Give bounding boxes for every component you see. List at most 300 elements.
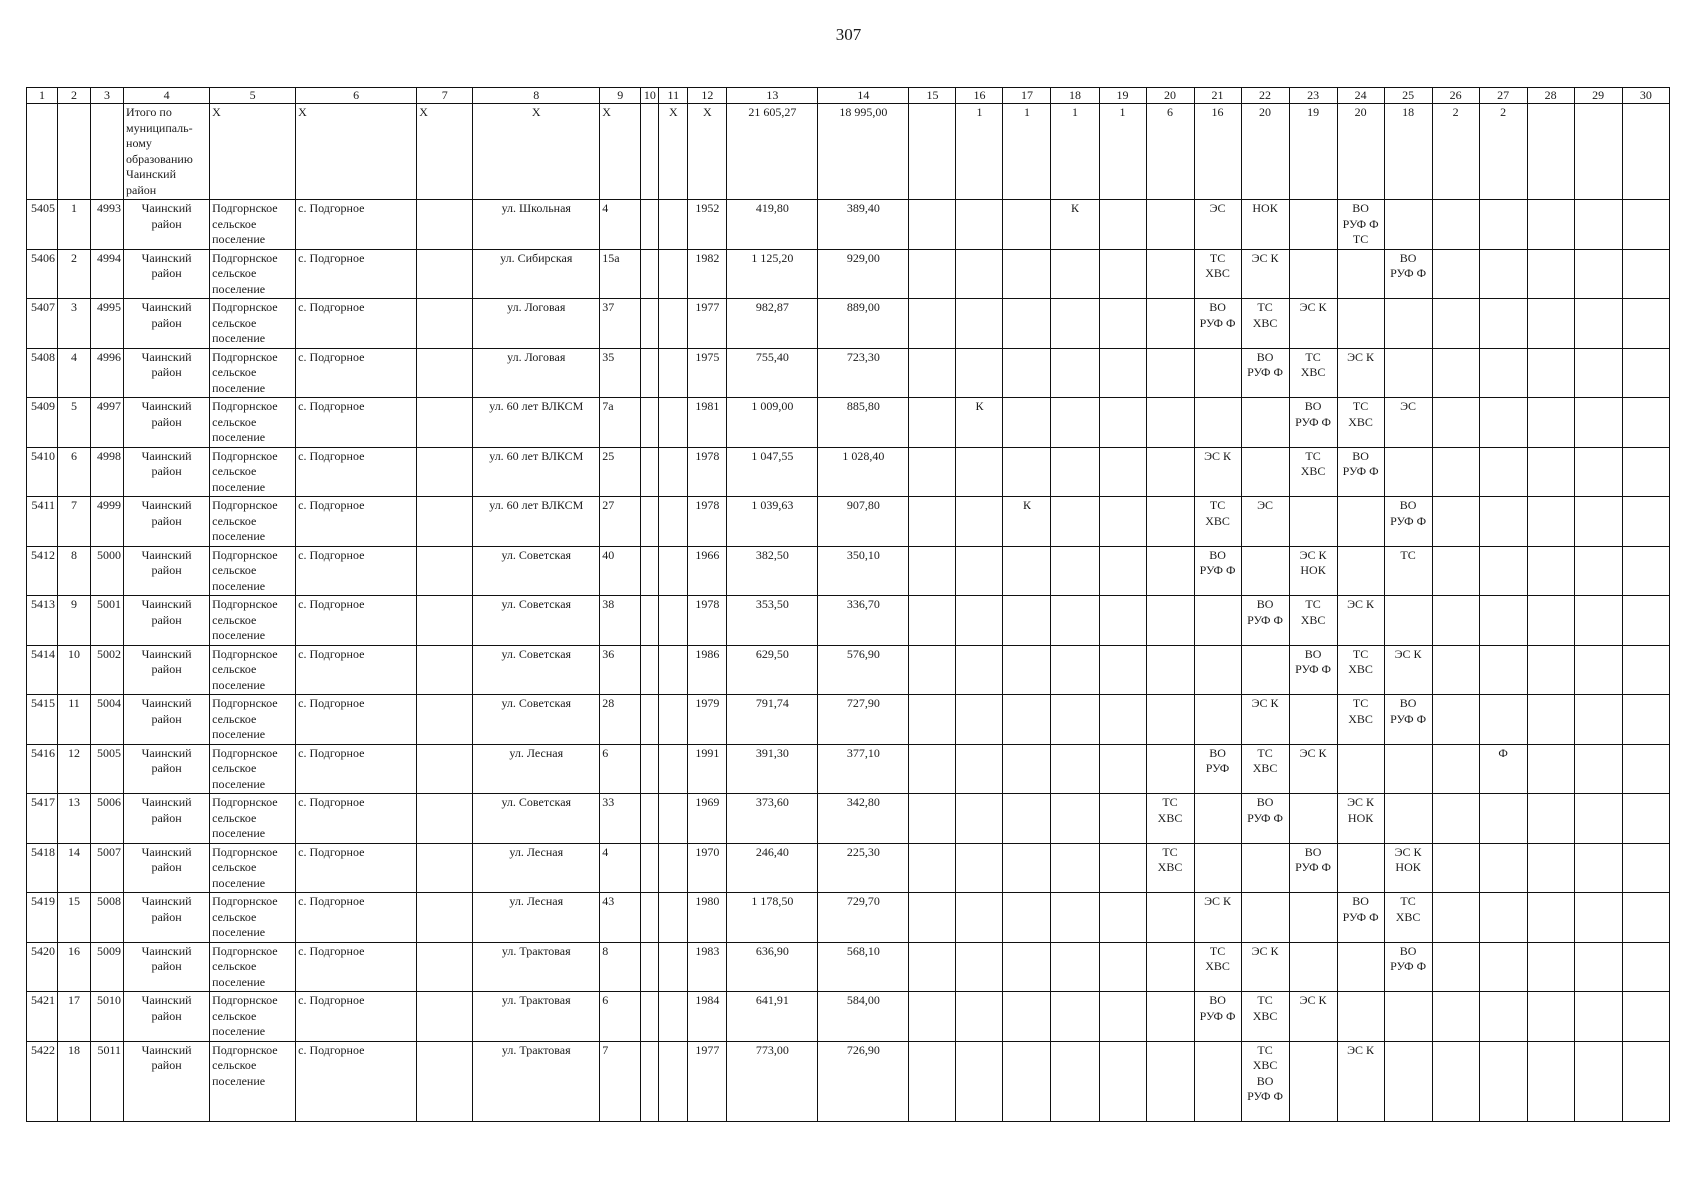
cell-col-4: Чаинский район (124, 497, 210, 547)
cell-col-20 (1146, 348, 1194, 398)
cell-col-30 (1622, 695, 1669, 745)
table-row (27, 497, 1670, 547)
table-row (27, 695, 1670, 745)
cell-col-22: ЭС (1241, 497, 1289, 547)
cell-col-18: 18 (1051, 88, 1099, 104)
table-row (27, 200, 1670, 250)
cell-col-7 (417, 249, 473, 299)
cell-col-11 (659, 249, 688, 299)
cell-col-11 (659, 794, 688, 844)
column-number-header-row (27, 88, 1670, 104)
cell-col-4: Чаинский район (124, 398, 210, 448)
cell-col-6: с. Подгорное (296, 447, 417, 497)
cell-col-3: 5010 (91, 992, 124, 1042)
cell-col-12: 1977 (688, 299, 727, 349)
cell-col-12: 1991 (688, 744, 727, 794)
cell-col-25: ЭС (1384, 398, 1432, 448)
cell-col-30 (1622, 893, 1669, 943)
cell-col-18 (1051, 299, 1099, 349)
cell-col-9: 28 (600, 695, 641, 745)
cell-col-13: 373,60 (727, 794, 818, 844)
cell-col-10 (641, 695, 659, 745)
cell-col-10 (641, 744, 659, 794)
cell-col-21 (1194, 843, 1241, 893)
cell-col-18 (1051, 348, 1099, 398)
cell-col-18 (1051, 744, 1099, 794)
cell-col-27: Ф (1479, 744, 1527, 794)
table-row (27, 893, 1670, 943)
cell-col-12: Х (688, 104, 727, 200)
cell-col-4: Чаинский район (124, 299, 210, 349)
cell-col-19 (1099, 398, 1146, 448)
cell-col-6: с. Подгорное (296, 695, 417, 745)
cell-col-30 (1622, 596, 1669, 646)
cell-col-14: 389,40 (818, 200, 909, 250)
cell-col-22: ТС ХВС (1241, 744, 1289, 794)
cell-col-2: 10 (58, 645, 91, 695)
cell-col-25 (1384, 447, 1432, 497)
cell-col-24 (1337, 843, 1384, 893)
cell-col-17 (1003, 348, 1051, 398)
cell-col-19 (1099, 348, 1146, 398)
cell-col-2: 16 (58, 942, 91, 992)
cell-col-23: ЭС К НОК (1289, 546, 1337, 596)
cell-col-25: ВО РУФ Ф (1384, 249, 1432, 299)
cell-col-13: 13 (727, 88, 818, 104)
cell-col-16 (956, 942, 1003, 992)
cell-col-13: 755,40 (727, 348, 818, 398)
cell-col-17 (1003, 249, 1051, 299)
cell-col-24: ВО РУФ Ф (1337, 893, 1384, 943)
cell-col-16 (956, 200, 1003, 250)
cell-col-23: ТС ХВС (1289, 596, 1337, 646)
cell-col-11 (659, 200, 688, 250)
cell-col-16 (956, 695, 1003, 745)
cell-col-12: 1978 (688, 447, 727, 497)
cell-col-3: 4997 (91, 398, 124, 448)
cell-col-10 (641, 1041, 659, 1121)
cell-col-11: 11 (659, 88, 688, 104)
cell-col-11 (659, 299, 688, 349)
cell-col-30 (1622, 497, 1669, 547)
cell-col-29 (1574, 794, 1622, 844)
cell-col-20 (1146, 596, 1194, 646)
cell-col-29 (1574, 843, 1622, 893)
cell-col-6: с. Подгорное (296, 249, 417, 299)
cell-col-15 (909, 992, 956, 1042)
cell-col-27 (1479, 348, 1527, 398)
cell-col-3 (91, 104, 124, 200)
cell-col-3: 4998 (91, 447, 124, 497)
cell-col-13: 1 178,50 (727, 893, 818, 943)
cell-col-7 (417, 893, 473, 943)
cell-col-14: 889,00 (818, 299, 909, 349)
cell-col-29 (1574, 200, 1622, 250)
cell-col-28 (1527, 249, 1574, 299)
cell-col-29 (1574, 104, 1622, 200)
cell-col-5: Х (210, 104, 296, 200)
cell-col-6: с. Подгорное (296, 794, 417, 844)
cell-col-1: 5412 (27, 546, 58, 596)
cell-col-18 (1051, 645, 1099, 695)
cell-col-19 (1099, 447, 1146, 497)
cell-col-3: 4994 (91, 249, 124, 299)
cell-col-25 (1384, 992, 1432, 1042)
cell-col-27 (1479, 893, 1527, 943)
cell-col-12: 1952 (688, 200, 727, 250)
cell-col-21: ЭС К (1194, 447, 1241, 497)
cell-col-23 (1289, 497, 1337, 547)
cell-col-23: 19 (1289, 104, 1337, 200)
cell-col-4: Чаинский район (124, 992, 210, 1042)
cell-col-20 (1146, 299, 1194, 349)
cell-col-14: 225,30 (818, 843, 909, 893)
cell-col-20 (1146, 893, 1194, 943)
cell-col-8: ул. Лесная (473, 744, 600, 794)
cell-col-8: ул. Советская (473, 794, 600, 844)
cell-col-9: 37 (600, 299, 641, 349)
cell-col-1: 5406 (27, 249, 58, 299)
cell-col-27 (1479, 992, 1527, 1042)
cell-col-7 (417, 348, 473, 398)
cell-col-24: 24 (1337, 88, 1384, 104)
cell-col-15 (909, 299, 956, 349)
cell-col-1: 5408 (27, 348, 58, 398)
cell-col-2: 14 (58, 843, 91, 893)
cell-col-25 (1384, 1041, 1432, 1121)
cell-col-20 (1146, 992, 1194, 1042)
cell-col-21: ЭС К (1194, 893, 1241, 943)
cell-col-11 (659, 992, 688, 1042)
cell-col-12: 1983 (688, 942, 727, 992)
cell-col-16 (956, 1041, 1003, 1121)
cell-col-24 (1337, 744, 1384, 794)
cell-col-4: Итого по муниципаль- ному образованию Чаинский район (124, 104, 210, 200)
cell-col-26 (1432, 893, 1479, 943)
cell-col-13: 982,87 (727, 299, 818, 349)
cell-col-13: 419,80 (727, 200, 818, 250)
cell-col-25 (1384, 596, 1432, 646)
cell-col-28 (1527, 299, 1574, 349)
cell-col-28 (1527, 546, 1574, 596)
cell-col-13: 1 009,00 (727, 398, 818, 448)
cell-col-4: Чаинский район (124, 843, 210, 893)
table-row (27, 942, 1670, 992)
cell-col-24: ВО РУФ Ф (1337, 447, 1384, 497)
cell-col-16 (956, 596, 1003, 646)
cell-col-16 (956, 893, 1003, 943)
cell-col-11 (659, 695, 688, 745)
cell-col-29 (1574, 942, 1622, 992)
cell-col-7 (417, 447, 473, 497)
table-row (27, 596, 1670, 646)
cell-col-27 (1479, 596, 1527, 646)
cell-col-29: 29 (1574, 88, 1622, 104)
cell-col-13: 636,90 (727, 942, 818, 992)
cell-col-21: ВО РУФ Ф (1194, 299, 1241, 349)
cell-col-26 (1432, 1041, 1479, 1121)
cell-col-28 (1527, 992, 1574, 1042)
cell-col-30 (1622, 1041, 1669, 1121)
cell-col-22: ТС ХВС (1241, 299, 1289, 349)
cell-col-27 (1479, 447, 1527, 497)
cell-col-10 (641, 596, 659, 646)
cell-col-12: 1970 (688, 843, 727, 893)
cell-col-25: ЭС К (1384, 645, 1432, 695)
cell-col-19 (1099, 645, 1146, 695)
register-table (26, 87, 1670, 1122)
cell-col-2: 9 (58, 596, 91, 646)
cell-col-12: 1979 (688, 695, 727, 745)
cell-col-15: 15 (909, 88, 956, 104)
cell-col-3: 5009 (91, 942, 124, 992)
cell-col-4: Чаинский район (124, 695, 210, 745)
cell-col-7 (417, 398, 473, 448)
cell-col-12: 1980 (688, 893, 727, 943)
cell-col-15 (909, 942, 956, 992)
cell-col-25 (1384, 299, 1432, 349)
cell-col-8: ул. 60 лет ВЛКСМ (473, 497, 600, 547)
cell-col-27 (1479, 249, 1527, 299)
table-row (27, 794, 1670, 844)
cell-col-13: 1 047,55 (727, 447, 818, 497)
table-row (27, 1041, 1670, 1121)
cell-col-5: Подгорнское сельское поселение (210, 1041, 296, 1121)
cell-col-18 (1051, 992, 1099, 1042)
cell-col-23 (1289, 893, 1337, 943)
cell-col-17 (1003, 695, 1051, 745)
cell-col-5: Подгорнское сельское поселение (210, 200, 296, 250)
cell-col-16 (956, 447, 1003, 497)
cell-col-25 (1384, 794, 1432, 844)
cell-col-11 (659, 348, 688, 398)
cell-col-24 (1337, 942, 1384, 992)
cell-col-20 (1146, 546, 1194, 596)
cell-col-22 (1241, 843, 1289, 893)
cell-col-10 (641, 398, 659, 448)
cell-col-15 (909, 200, 956, 250)
cell-col-13: 391,30 (727, 744, 818, 794)
cell-col-18 (1051, 447, 1099, 497)
cell-col-28 (1527, 794, 1574, 844)
cell-col-20 (1146, 200, 1194, 250)
cell-col-5: Подгорнское сельское поселение (210, 546, 296, 596)
cell-col-26 (1432, 942, 1479, 992)
cell-col-27 (1479, 398, 1527, 448)
cell-col-17 (1003, 398, 1051, 448)
cell-col-7 (417, 596, 473, 646)
cell-col-16 (956, 794, 1003, 844)
cell-col-30 (1622, 249, 1669, 299)
cell-col-5: Подгорнское сельское поселение (210, 497, 296, 547)
cell-col-17 (1003, 546, 1051, 596)
cell-col-18 (1051, 249, 1099, 299)
cell-col-2: 15 (58, 893, 91, 943)
cell-col-16: 1 (956, 104, 1003, 200)
cell-col-19 (1099, 596, 1146, 646)
cell-col-28 (1527, 348, 1574, 398)
cell-col-19 (1099, 1041, 1146, 1121)
cell-col-15 (909, 104, 956, 200)
cell-col-29 (1574, 497, 1622, 547)
cell-col-15 (909, 596, 956, 646)
cell-col-15 (909, 893, 956, 943)
cell-col-14: 568,10 (818, 942, 909, 992)
cell-col-14: 18 995,00 (818, 104, 909, 200)
cell-col-11 (659, 1041, 688, 1121)
cell-col-20 (1146, 645, 1194, 695)
cell-col-14: 336,70 (818, 596, 909, 646)
cell-col-14: 377,10 (818, 744, 909, 794)
cell-col-21: ВО РУФ Ф (1194, 546, 1241, 596)
cell-col-24: ЭС К НОК (1337, 794, 1384, 844)
cell-col-21 (1194, 794, 1241, 844)
cell-col-12: 1986 (688, 645, 727, 695)
cell-col-22: НОК (1241, 200, 1289, 250)
cell-col-4: Чаинский район (124, 596, 210, 646)
cell-col-7 (417, 942, 473, 992)
cell-col-1: 5409 (27, 398, 58, 448)
cell-col-18 (1051, 497, 1099, 547)
cell-col-14: 929,00 (818, 249, 909, 299)
cell-col-23: ЭС К (1289, 744, 1337, 794)
cell-col-22: 20 (1241, 104, 1289, 200)
table-row (27, 299, 1670, 349)
cell-col-13: 773,00 (727, 1041, 818, 1121)
cell-col-27 (1479, 695, 1527, 745)
cell-col-6: с. Подгорное (296, 398, 417, 448)
cell-col-25: ТС (1384, 546, 1432, 596)
cell-col-28 (1527, 497, 1574, 547)
cell-col-21: ТС ХВС (1194, 497, 1241, 547)
cell-col-18 (1051, 546, 1099, 596)
cell-col-29 (1574, 645, 1622, 695)
cell-col-17 (1003, 596, 1051, 646)
cell-col-29 (1574, 348, 1622, 398)
cell-col-8: 8 (473, 88, 600, 104)
table-row (27, 249, 1670, 299)
cell-col-28 (1527, 893, 1574, 943)
cell-col-14: 576,90 (818, 645, 909, 695)
cell-col-26 (1432, 546, 1479, 596)
cell-col-22: ЭС К (1241, 249, 1289, 299)
cell-col-6: с. Подгорное (296, 942, 417, 992)
cell-col-26: 2 (1432, 104, 1479, 200)
cell-col-23 (1289, 794, 1337, 844)
cell-col-7 (417, 1041, 473, 1121)
cell-col-9: 43 (600, 893, 641, 943)
cell-col-12: 1977 (688, 1041, 727, 1121)
cell-col-2: 2 (58, 88, 91, 104)
cell-col-25: 25 (1384, 88, 1432, 104)
cell-col-23: ТС ХВС (1289, 348, 1337, 398)
cell-col-18 (1051, 794, 1099, 844)
cell-col-10 (641, 942, 659, 992)
cell-col-1: 5417 (27, 794, 58, 844)
cell-col-22: ВО РУФ Ф (1241, 348, 1289, 398)
cell-col-7 (417, 546, 473, 596)
cell-col-6: с. Подгорное (296, 299, 417, 349)
cell-col-9: 7 (600, 1041, 641, 1121)
cell-col-21 (1194, 1041, 1241, 1121)
cell-col-22 (1241, 645, 1289, 695)
cell-col-1: 5419 (27, 893, 58, 943)
table-row (27, 546, 1670, 596)
cell-col-27 (1479, 200, 1527, 250)
cell-col-20: 6 (1146, 104, 1194, 200)
cell-col-6: с. Подгорное (296, 645, 417, 695)
cell-col-9: 8 (600, 942, 641, 992)
cell-col-25 (1384, 348, 1432, 398)
cell-col-27 (1479, 1041, 1527, 1121)
cell-col-29 (1574, 695, 1622, 745)
cell-col-26 (1432, 447, 1479, 497)
cell-col-29 (1574, 893, 1622, 943)
cell-col-28 (1527, 744, 1574, 794)
cell-col-13: 641,91 (727, 992, 818, 1042)
cell-col-20 (1146, 1041, 1194, 1121)
cell-col-4: Чаинский район (124, 794, 210, 844)
cell-col-19 (1099, 299, 1146, 349)
cell-col-28 (1527, 596, 1574, 646)
cell-col-29 (1574, 447, 1622, 497)
cell-col-26 (1432, 596, 1479, 646)
cell-col-5: Подгорнское сельское поселение (210, 695, 296, 745)
cell-col-3: 5008 (91, 893, 124, 943)
cell-col-30 (1622, 348, 1669, 398)
cell-col-19 (1099, 794, 1146, 844)
cell-col-8: ул. Лесная (473, 893, 600, 943)
cell-col-26 (1432, 497, 1479, 547)
cell-col-9: 4 (600, 200, 641, 250)
cell-col-19 (1099, 200, 1146, 250)
cell-col-27 (1479, 843, 1527, 893)
cell-col-1: 5414 (27, 645, 58, 695)
cell-col-7: Х (417, 104, 473, 200)
cell-col-8: ул. Лесная (473, 843, 600, 893)
cell-col-26 (1432, 398, 1479, 448)
cell-col-27 (1479, 546, 1527, 596)
cell-col-9: 38 (600, 596, 641, 646)
cell-col-19 (1099, 942, 1146, 992)
cell-col-2: 11 (58, 695, 91, 745)
cell-col-5: Подгорнское сельское поселение (210, 249, 296, 299)
cell-col-22: ТС ХВС (1241, 992, 1289, 1042)
cell-col-8: ул. Логовая (473, 348, 600, 398)
cell-col-10 (641, 299, 659, 349)
cell-col-6: с. Подгорное (296, 200, 417, 250)
cell-col-7 (417, 497, 473, 547)
cell-col-24: ЭС К (1337, 348, 1384, 398)
cell-col-17 (1003, 843, 1051, 893)
cell-col-7 (417, 200, 473, 250)
cell-col-2: 2 (58, 249, 91, 299)
cell-col-6: 6 (296, 88, 417, 104)
cell-col-5: 5 (210, 88, 296, 104)
cell-col-14: 342,80 (818, 794, 909, 844)
cell-col-10 (641, 249, 659, 299)
cell-col-29 (1574, 398, 1622, 448)
cell-col-16 (956, 348, 1003, 398)
cell-col-20 (1146, 249, 1194, 299)
cell-col-29 (1574, 1041, 1622, 1121)
cell-col-11 (659, 843, 688, 893)
cell-col-16 (956, 299, 1003, 349)
cell-col-12: 1975 (688, 348, 727, 398)
cell-col-10 (641, 546, 659, 596)
cell-col-11 (659, 398, 688, 448)
cell-col-17: К (1003, 497, 1051, 547)
